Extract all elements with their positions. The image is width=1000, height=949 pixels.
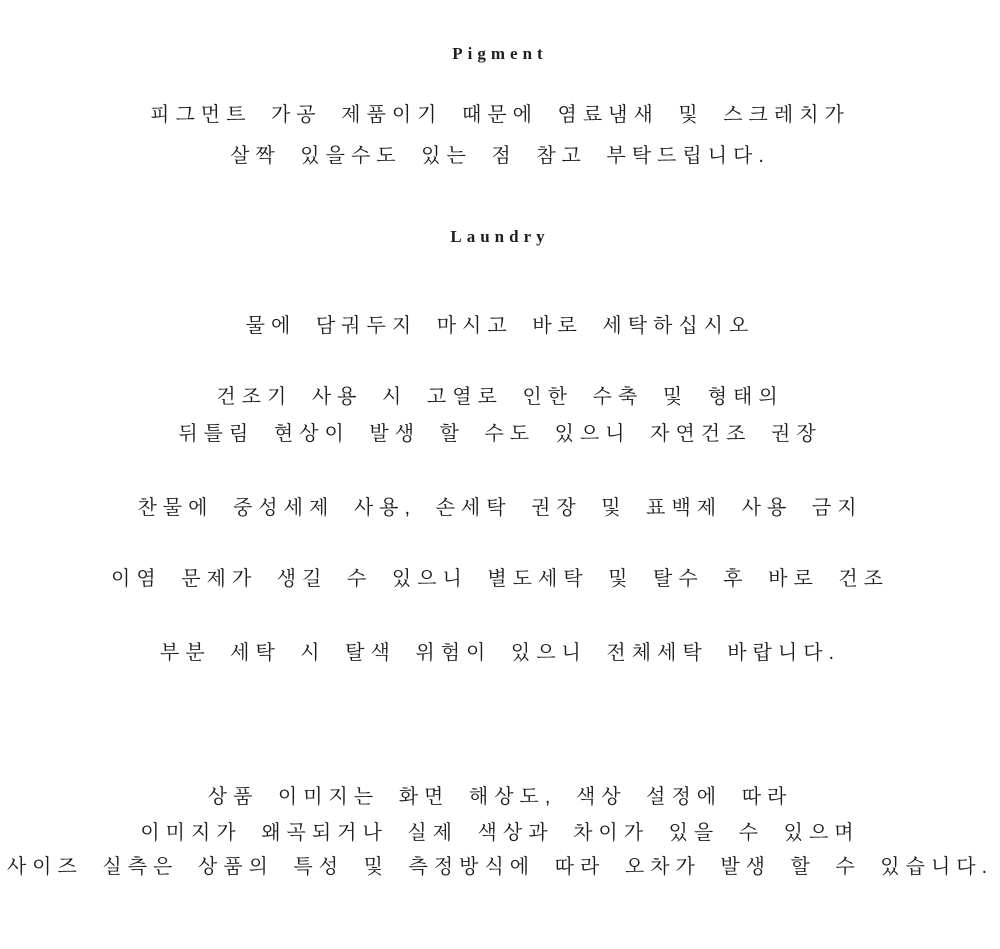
laundry-dryer-warning-line-1: 건조기 사용 시 고열로 인한 수축 및 형태의 xyxy=(216,386,784,408)
notice-line-1: 상품 이미지는 화면 해상도, 색상 설정에 따라 xyxy=(207,786,793,808)
notice-line-3: 사이즈 실측은 상품의 특성 및 측정방식에 따라 오차가 발생 할 수 있습니다. xyxy=(6,856,994,878)
pigment-note-line-1: 피그먼트 가공 제품이기 때문에 염료냄새 및 스크레치가 xyxy=(150,104,850,126)
pigment-note-line-2: 살짝 있을수도 있는 점 참고 부탁드립니다. xyxy=(230,145,770,167)
laundry-soak-instruction: 물에 담궈두지 마시고 바로 세탁하십시오 xyxy=(245,315,755,337)
pigment-section-title: Pigment xyxy=(452,44,548,63)
laundry-partial-wash-warning: 부분 세탁 시 탈색 위험이 있으니 전체세탁 바랍니다. xyxy=(159,642,841,664)
laundry-detergent-instruction: 찬물에 중성세제 사용, 손세탁 권장 및 표백제 사용 금지 xyxy=(137,497,863,519)
laundry-dryer-warning-line-2: 뒤틀림 현상이 발생 할 수도 있으니 자연건조 권장 xyxy=(178,423,822,445)
laundry-section-title: Laundry xyxy=(450,227,550,246)
laundry-dye-transfer-warning: 이염 문제가 생길 수 있으니 별도세탁 및 탈수 후 바로 건조 xyxy=(111,568,889,590)
notice-line-2: 이미지가 왜곡되거나 실제 색상과 차이가 있을 수 있으며 xyxy=(140,822,860,844)
